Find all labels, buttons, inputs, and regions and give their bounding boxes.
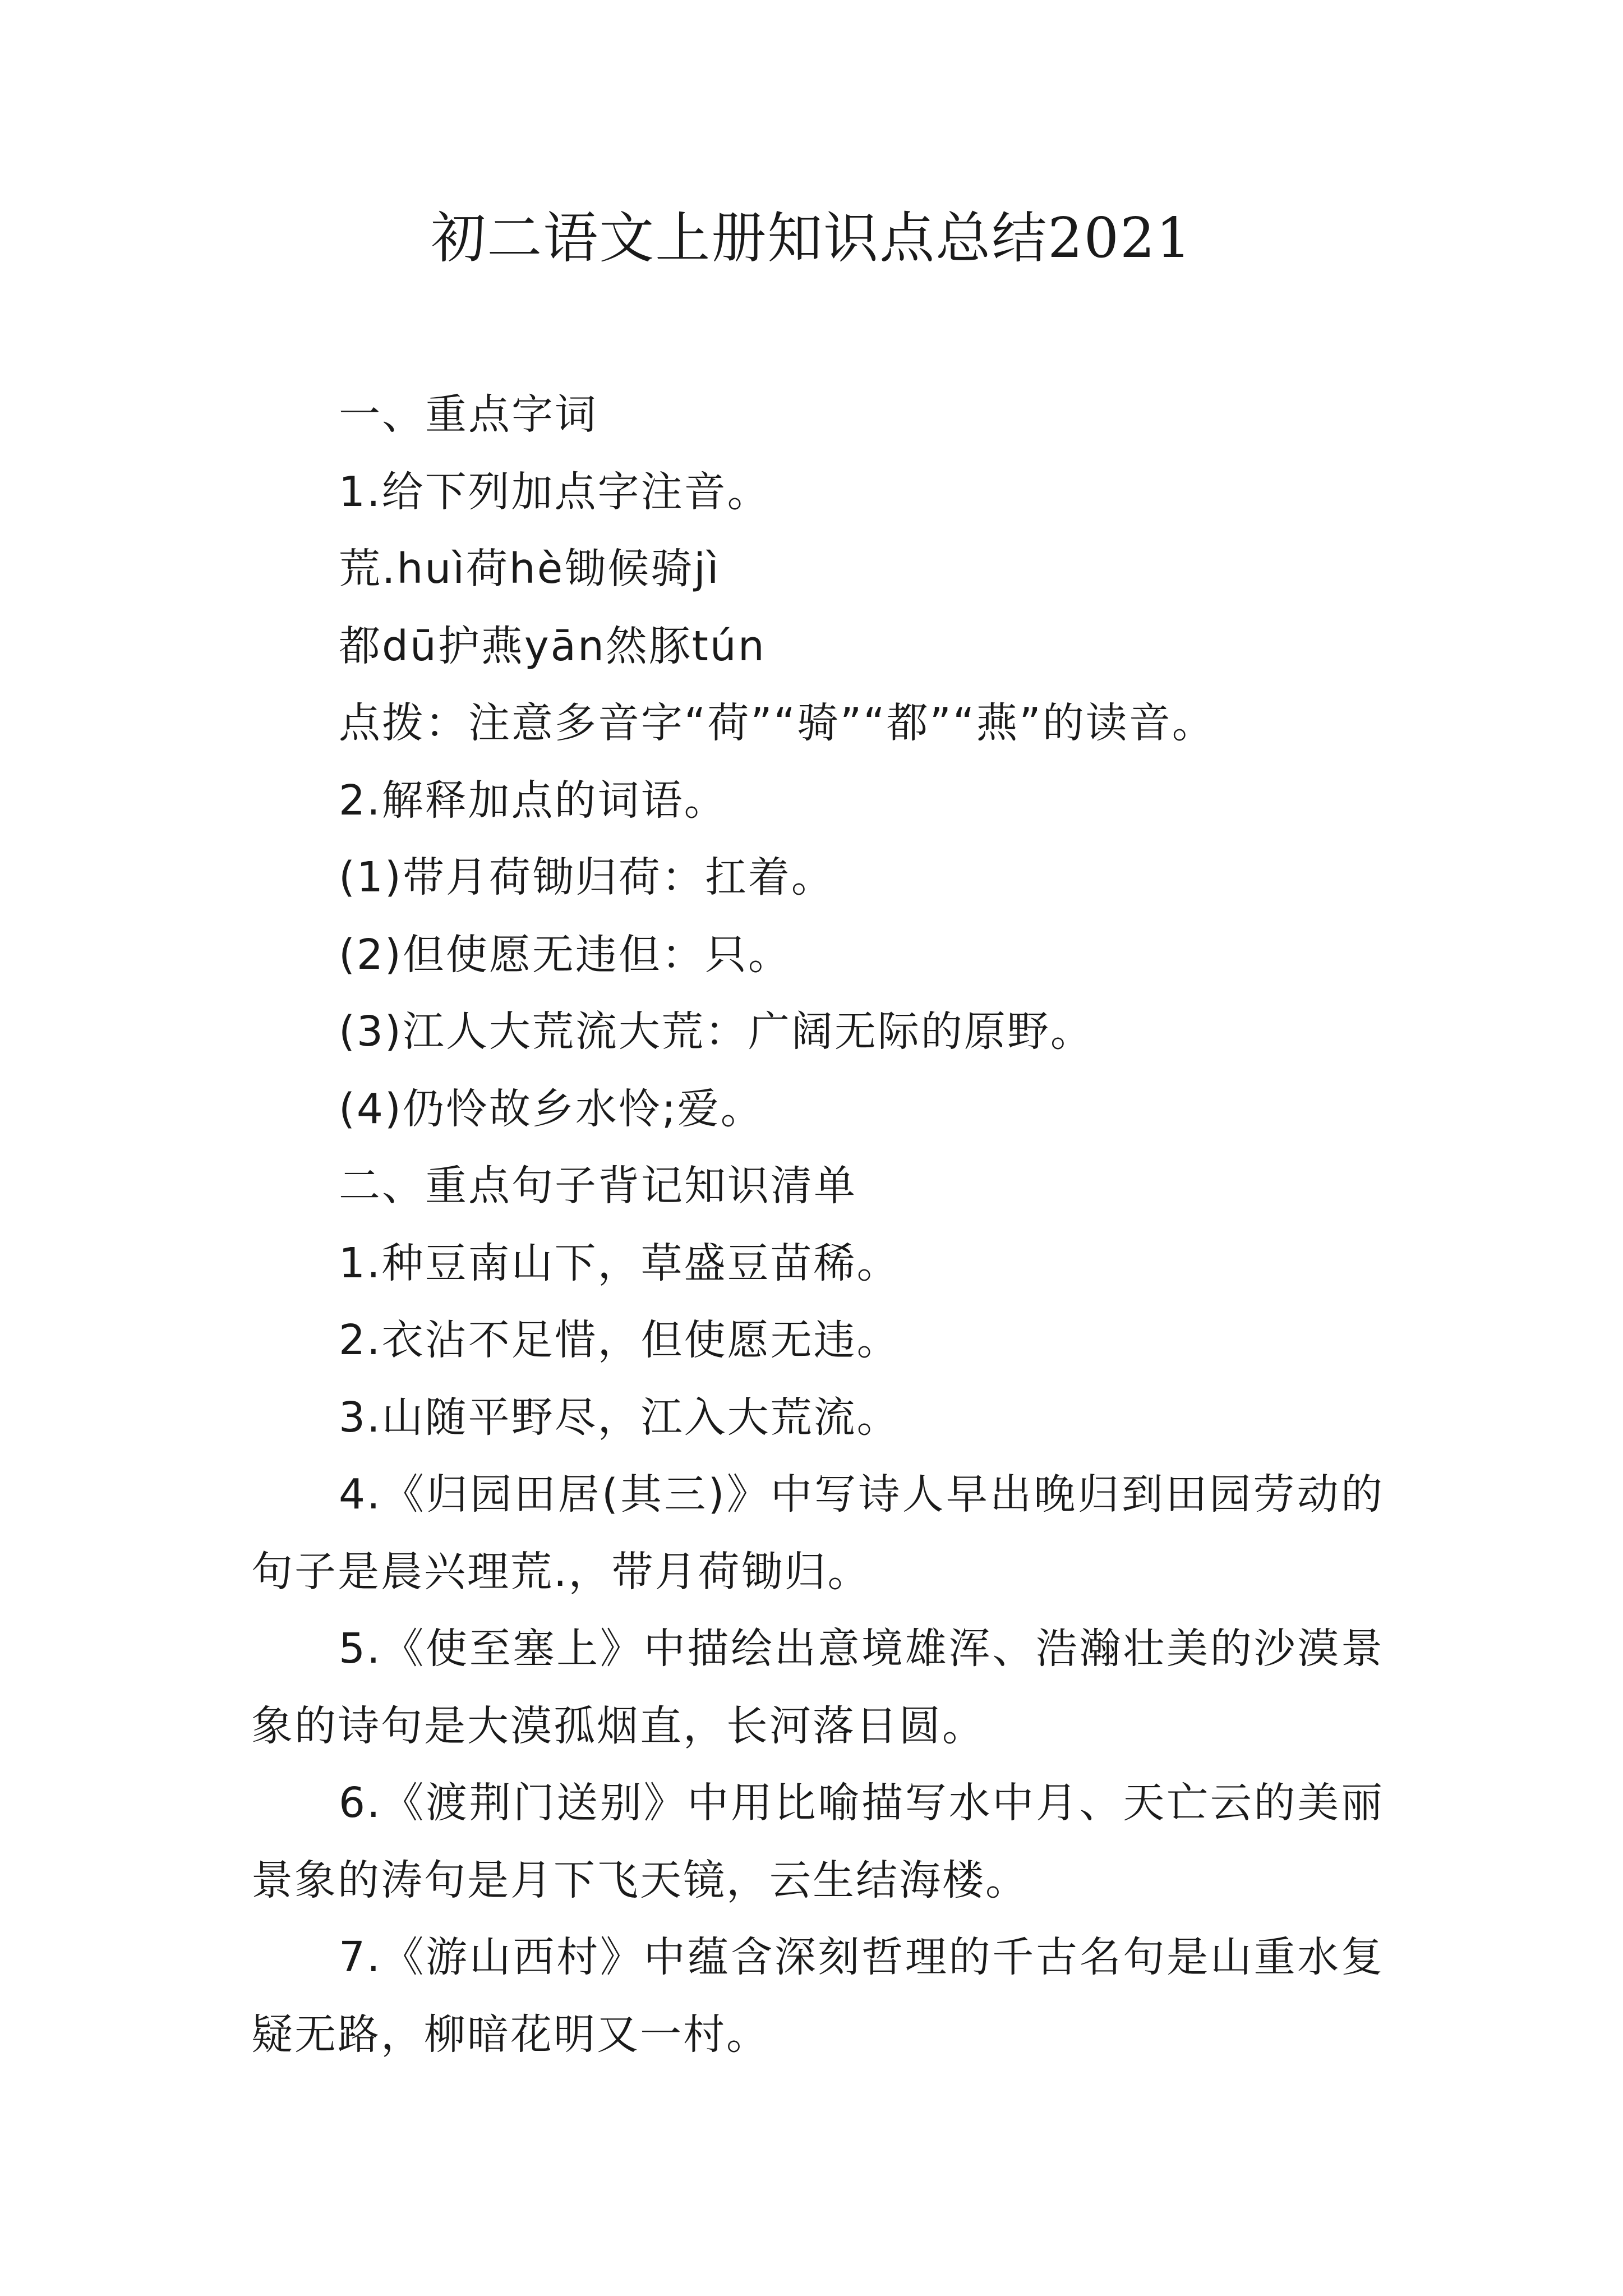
paragraph: 1.给下列加点字注音。 [339, 467, 771, 516]
paragraph: 7.《游山西村》中蕴含深刻哲理的千古名句是山重水复疑无路，柳暗花明又一村。 [251, 1933, 1384, 2059]
paragraph: 6.《渡荆门送别》中用比喻描写水中月、天亡云的美丽景象的涛句是月下飞天镜，云生结海楼。 [251, 1779, 1384, 1904]
paragraph: (2)但使愿无违但：只。 [339, 930, 791, 979]
paragraph: 荒.huì荷hè锄候骑jì [339, 545, 721, 593]
section-heading-key-sentences: 二、重点句子背记知识清单 [339, 1162, 857, 1210]
paragraph: 4.《归园田居(其三)》中写诗人早出晚归到田园劳动的句子是晨兴理荒.，带月荷锄归。 [251, 1470, 1384, 1596]
paragraph: 5.《使至塞上》中描绘出意境雄浑、浩瀚壮美的沙漠景象的诗句是大漠孤烟直，长河落日圆。 [251, 1625, 1384, 1750]
paragraph: 点拨：注意多音字“荷”“骑”“都”“燕”的读音。 [339, 699, 1215, 747]
section-heading-key-words: 一、重点字词 [339, 390, 598, 439]
paragraph: 2.衣沾不足惜，但使愿无违。 [339, 1316, 900, 1364]
paragraph: 1.种豆南山下，草盛豆苗稀。 [339, 1239, 900, 1287]
paragraph: 都dū护燕yān然豚tún [339, 622, 766, 670]
paragraph: (4)仍怜故乡水怜;爱。 [339, 1084, 764, 1133]
paragraph: (3)江人大荒流大荒：广阔无际的原野。 [339, 1007, 1094, 1056]
document-title: 初二语文上册知识点总结2021 [431, 206, 1192, 270]
paragraph: 3.山随平野尽，江入大荒流。 [339, 1393, 900, 1442]
document-body [251, 376, 1384, 2073]
paragraph: 2.解释加点的词语。 [339, 776, 727, 825]
paragraph: (1)带月荷锄归荷：扛着。 [339, 853, 834, 901]
